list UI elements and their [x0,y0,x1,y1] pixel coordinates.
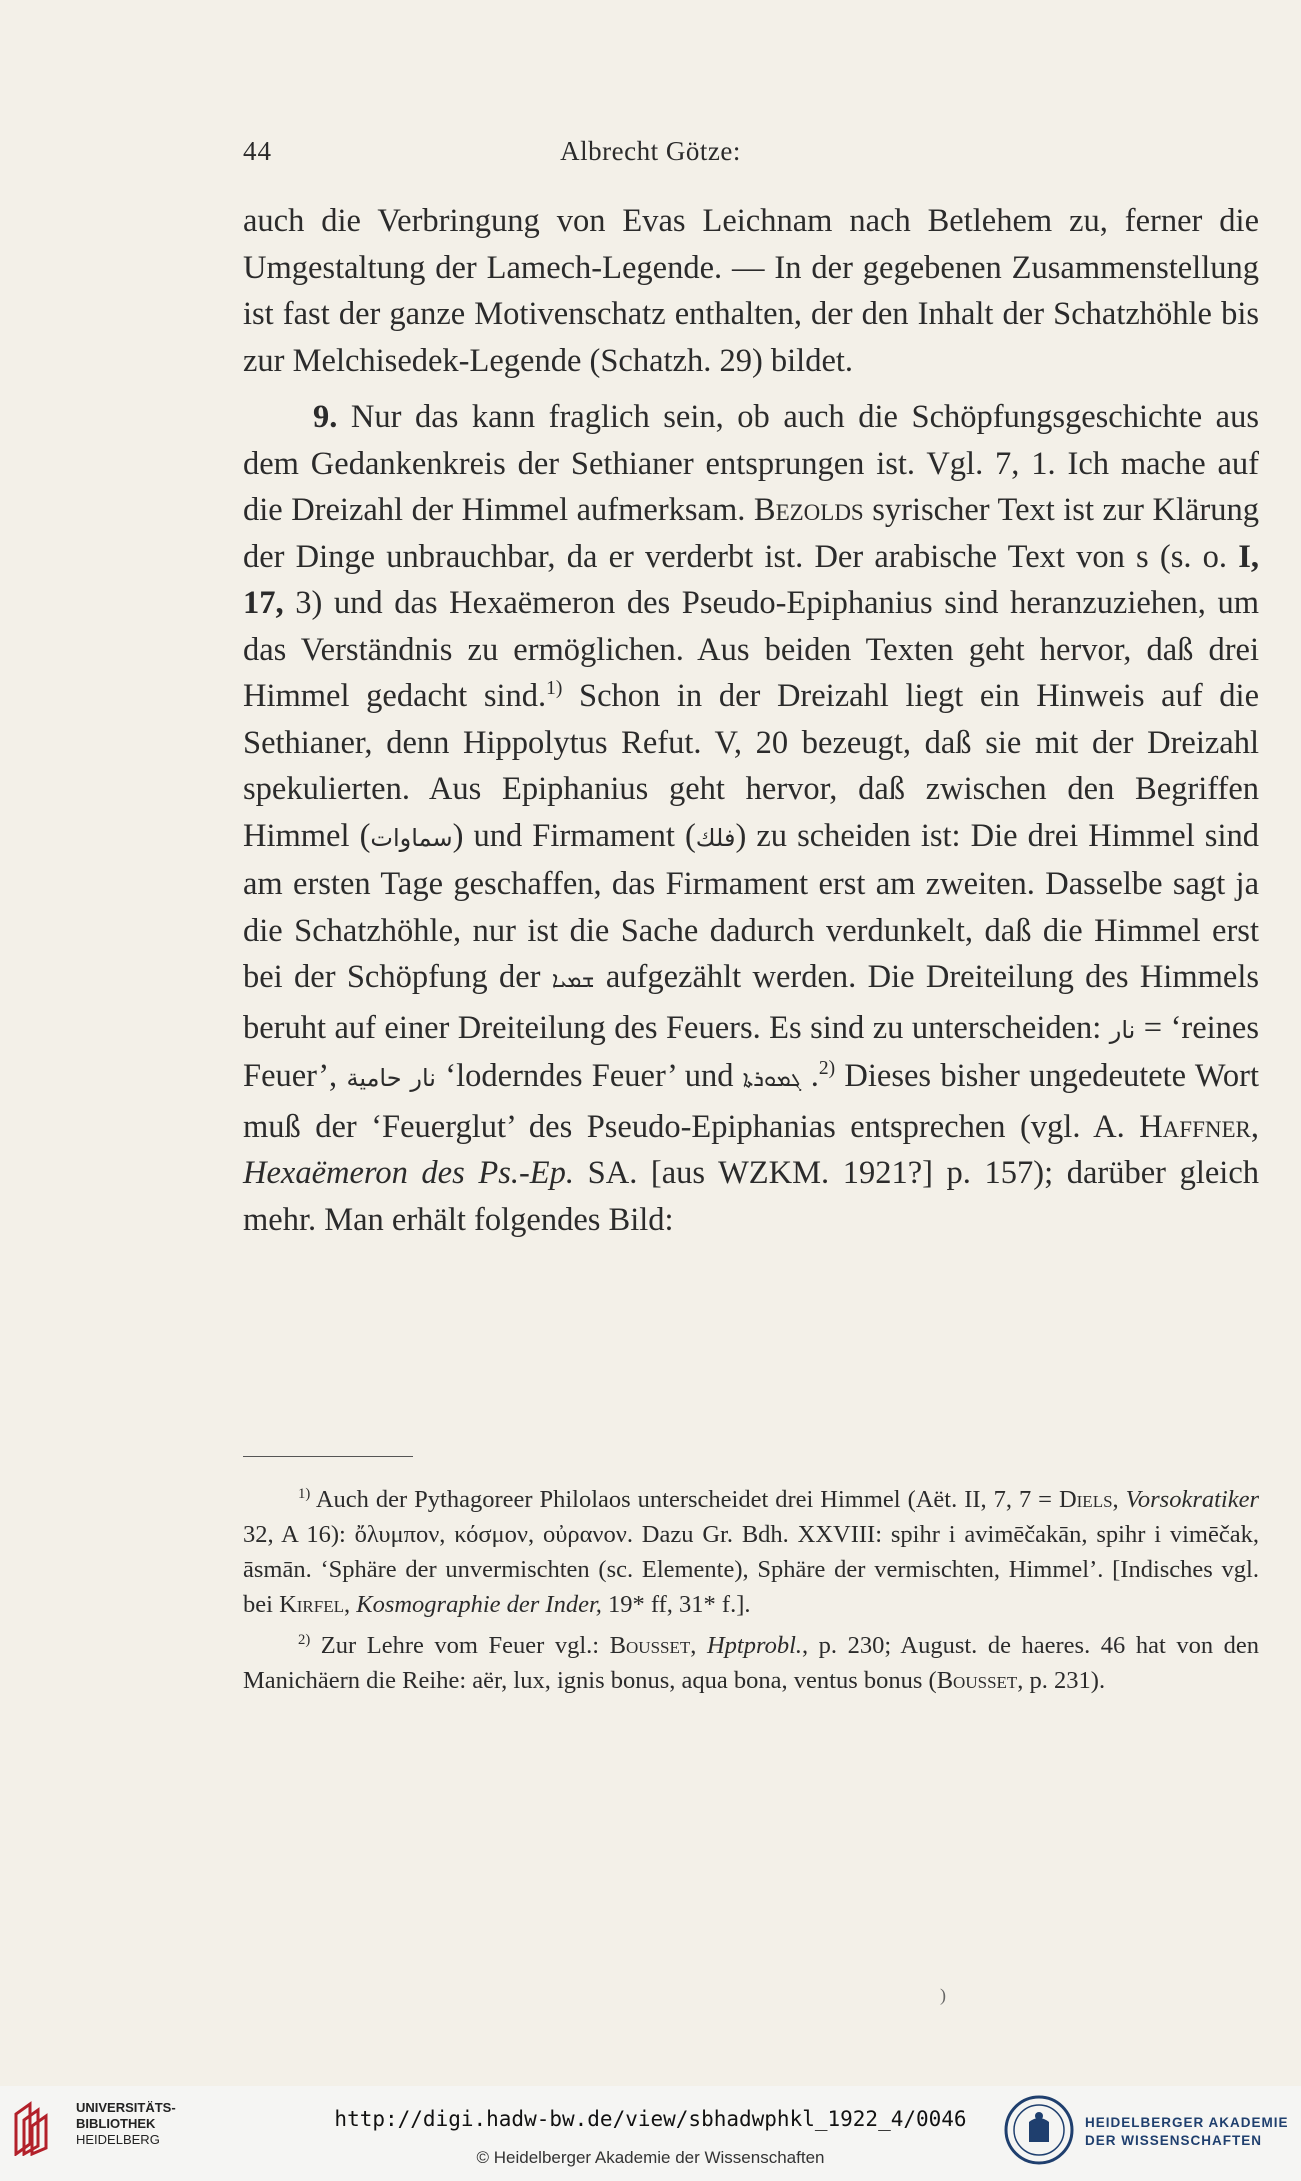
page-number: 44 [243,136,272,166]
arabic-nar: نار [1109,1015,1136,1044]
source-url-link[interactable]: http://digi.hadw-bw.de/view/sbhadwphkl_1922_4/0046 [334,2107,967,2131]
footnote-rule [243,1456,413,1457]
syriac-word-2: ܓܡܘܪܬܐ [742,1067,802,1092]
running-head: Albrecht Götze: [560,136,741,166]
paragraph-2: 9. Nur das kann fraglich sein, ob auch die Schöpfungsgeschichte aus dem Gedankenkreis der Sethianer entsprungen ist. Vgl. 7, 1. Ich mache auf die Dreizahl der Himmel aufmerksam. Bezolds syrischer Text ist zur Klärung der Dinge unbrauchbar, da er verderbt ist. Der arabische Text von s (s. o. I, 17, 3) und das Hexaëmeron des Pseudo-Epiphanius sind heranzuziehen, um das Verständnis zu ermöglichen. Aus beiden Texten geht hervor, daß drei Himmel gedacht sind.$^{1)}$ Schon in der Dreizahl liegt ein Hinweis auf die Sethianer, denn Hippolytus Refut. V, 20 bezeugt, daß sie mit der Dreizahl spekulierten. Aus Epiphanius geht hervor, daß zwischen den Begriffen Himmel (سماوات) und Firmament (فلك) zu scheiden ist: Die drei Himmel sind am ersten Tage geschaffen, das Firmament erst am zweiten. Dasselbe sagt ja die Schatzhöhle, nur ist die Sache dadurch verdunkelt, daß die Himmel erst bei der Schöpfung der ܫܡܝܐ aufgezählt werden. Die Dreiteilung des Himmels beruht auf einer Dreiteilung des Feuers. Es sind zu unterscheiden: نار = ‘reines Feuer’, نار حامية ‘loderndes Feuer’ und ܓܡܘܪܬܐ .$^{2)}$ Dieses bisher ungedeutete Wort muß der ‘Feuerglut’ des Pseudo-Epiphanias entsprechen (vgl. A. Haffner, Hexaëmeron des Ps.-Ep. SA. [aus WZKM. 1921?] p. 157); darüber gleich mehr. Man erhält folgendes Bild: [243,399,1260,1238]
footnote-1: $^{1)}$ Auch der Pythagoreer Philolaos unterscheidet drei Himmel (Aët. II, 7, 7 = Diels, Vorsokratiker 32, A 16): ὄλυμπον, κόσμον, οὐρανον. Dazu Gr. Bdh. XXVIII: spihr i avimēčakān, spihr i vimēčak, āsmān. ‘Sphäre der unvermischten (sc. Elemente), Sphäre der vermischten, Himmel’. [Indisches vgl. bei Kirfel, Kosmographie der Inder, 19* ff, 31* f.]. [243,1485,1259,1618]
author-haffner: Haffner [1139,1108,1251,1145]
copyright-notice: © Heidelberger Akademie der Wissenschaften [476,2148,825,2167]
footnote-ref-1[interactable]: 1) [546,678,563,700]
syriac-word-1: ܫܡܝܐ [551,968,595,993]
arabic-nar-hamiya: نار حامية [346,1064,436,1092]
body-text [243,198,1259,1243]
arabic-samawat: سماوات [370,823,453,852]
volume-ref: I, 17, [243,538,1259,621]
academy-seal-icon[interactable] [1003,2094,1075,2166]
arabic-falak: فلك [695,823,736,852]
footnote-ref-2[interactable]: 2) [818,1058,836,1080]
author-bezold: Bezolds [753,492,864,528]
title-hexaemeron: Hexaëmeron des Ps.-Ep. [243,1155,575,1191]
footnote-2: $^{2)}$ Zur Lehre vom Feuer vgl.: Bousset, Hptprobl., p. 230; August. de haeres. 46 hat von den Manichäern die Reihe: aër, lux, ignis bonus, aqua bona, ventus bonus (Bousset, p. 231). [243,1631,1259,1694]
academy-name: HEIDELBERGER AKADEMIE DER WISSENSCHAFTEN [1085,2115,1289,2148]
university-library-name: UNIVERSITÄTS- BIBLIOTHEK HEIDELBERG [76,2100,176,2147]
section-number: 9. [313,399,338,435]
footnotes [243,1482,1259,1704]
page-header [0,136,1301,176]
paragraph-1: auch die Verbringung von Evas Leichnam nach Betlehem zu, ferner die Umgestaltung der Lamech-Legende. — In der gegebenen Zusammenstellung ist fast der ganze Motivenschatz enthalten, der den Inhalt der Schatzhöhle bis zur Melchisedek-Legende (Schatzh. 29) bildet. [243,203,1259,379]
scan-mark: ) [940,1985,946,2005]
